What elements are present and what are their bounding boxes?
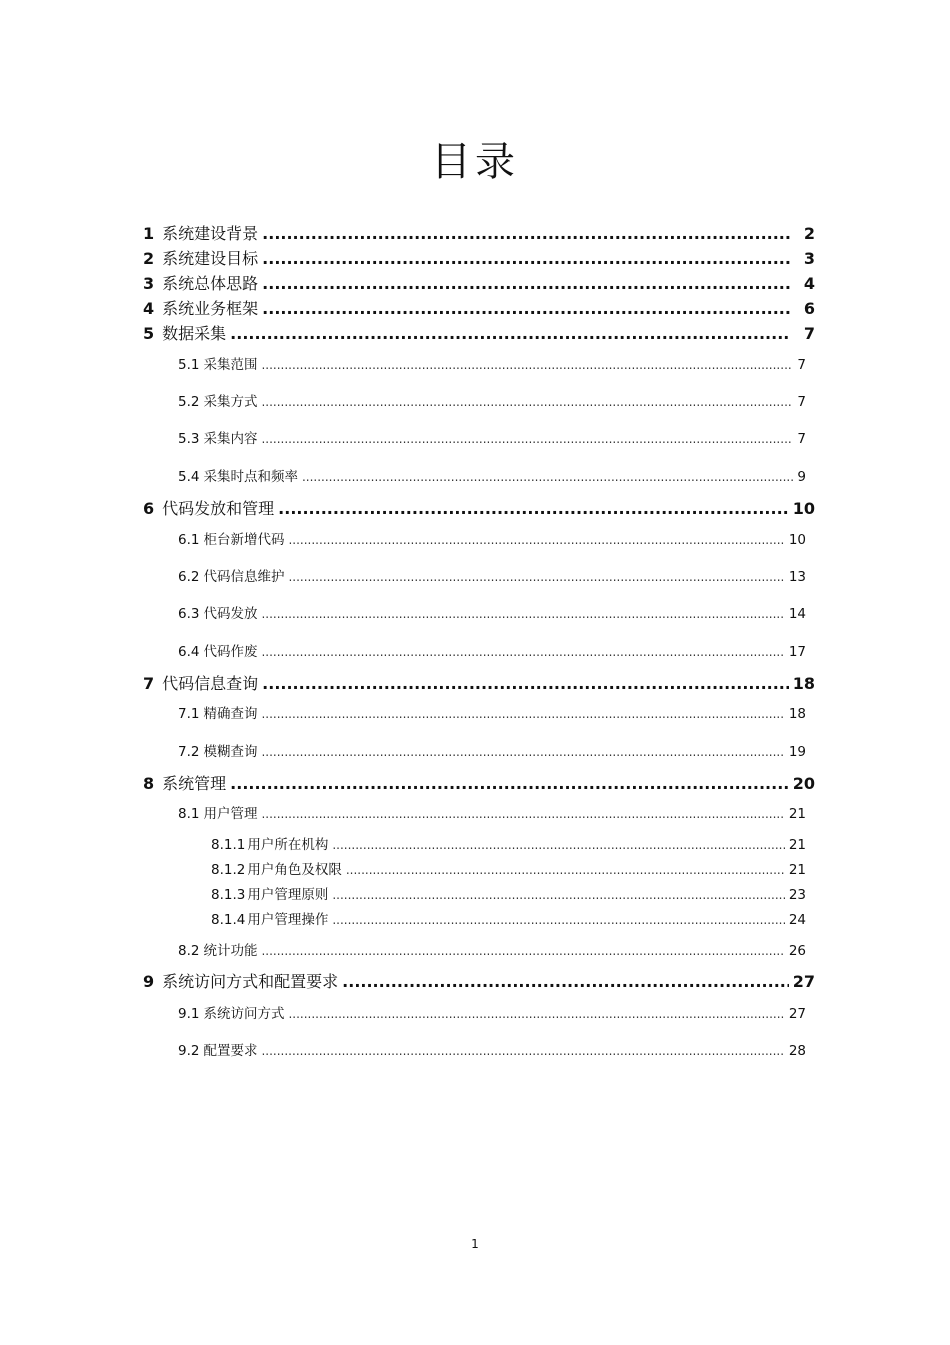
toc-page: 7 — [797, 431, 806, 447]
toc-label: 系统访问方式 — [203, 1006, 285, 1022]
toc-leader-dots — [261, 807, 784, 821]
toc-label: 系统业务框架 — [162, 299, 259, 318]
toc-page: 18 — [788, 706, 806, 722]
toc-leader-dots — [262, 674, 789, 693]
toc-leader-dots — [346, 863, 785, 877]
toc-label: 代码发放和管理 — [162, 499, 275, 518]
toc-page: 10 — [792, 499, 815, 518]
toc-number: 8.1 — [178, 806, 200, 822]
toc-entry-4[interactable] — [143, 296, 815, 319]
toc-label: 模糊查询 — [203, 744, 258, 760]
toc-label: 用户角色及权限 — [247, 862, 342, 878]
toc-entry-9[interactable] — [143, 969, 815, 992]
toc-page: 27 — [792, 972, 815, 991]
toc-page: 13 — [788, 569, 806, 585]
toc-entry-5-3[interactable] — [178, 427, 806, 447]
toc-page: 7 — [797, 357, 806, 373]
toc-entry-6-2[interactable] — [178, 565, 806, 585]
toc-entry-8-1-4[interactable] — [211, 908, 806, 928]
toc-label: 采集方式 — [203, 394, 258, 410]
toc-number: 8.1.2 — [211, 862, 246, 878]
toc-entry-9-2[interactable] — [178, 1039, 806, 1059]
toc-leader-dots — [332, 888, 784, 902]
toc-page: 20 — [792, 774, 815, 793]
toc-label: 采集时点和频率 — [203, 469, 298, 485]
toc-page: 24 — [788, 912, 806, 928]
toc-number: 6.3 — [178, 606, 200, 622]
toc-page: 27 — [788, 1006, 806, 1022]
toc-entry-5-2[interactable] — [178, 390, 806, 410]
toc-leader-dots — [288, 570, 784, 584]
toc-entry-5[interactable] — [143, 321, 815, 344]
toc-number: 6 — [143, 499, 155, 518]
toc-page: 17 — [788, 644, 806, 660]
toc-label: 系统访问方式和配置要求 — [162, 972, 339, 991]
toc-label: 系统总体思路 — [162, 274, 259, 293]
toc-leader-dots — [261, 432, 793, 446]
toc-leader-dots — [262, 249, 791, 268]
toc-number: 5.4 — [178, 469, 200, 485]
toc-leader-dots — [288, 1007, 784, 1021]
toc-entry-8-1-3[interactable] — [211, 883, 806, 903]
toc-number: 6.2 — [178, 569, 200, 585]
toc-page: 9 — [797, 469, 806, 485]
toc-leader-dots — [278, 499, 789, 518]
toc-leader-dots — [288, 533, 784, 547]
toc-number: 9 — [143, 972, 155, 991]
toc-number: 2 — [143, 249, 155, 268]
toc-number: 5.3 — [178, 431, 200, 447]
page-title: 目录 — [431, 139, 519, 185]
toc-number: 5.2 — [178, 394, 200, 410]
toc-label: 精确查询 — [203, 706, 258, 722]
toc-label: 代码信息查询 — [162, 674, 259, 693]
toc-page: 21 — [788, 806, 806, 822]
toc-label: 配置要求 — [203, 1043, 258, 1059]
toc-entry-3[interactable] — [143, 271, 815, 294]
toc-page: 4 — [803, 274, 815, 293]
toc-entry-8-1[interactable] — [178, 802, 806, 822]
toc-leader-dots — [342, 972, 789, 991]
toc-leader-dots — [261, 645, 784, 659]
toc-label: 统计功能 — [203, 943, 258, 959]
toc-page: 21 — [788, 837, 806, 853]
toc-leader-dots — [261, 607, 784, 621]
toc-entry-8[interactable] — [143, 771, 815, 794]
toc-entry-7-1[interactable] — [178, 702, 806, 722]
toc-leader-dots — [302, 470, 793, 484]
toc-label: 代码发放 — [203, 606, 258, 622]
toc-page: 6 — [803, 299, 815, 318]
toc-number: 7 — [143, 674, 155, 693]
toc-entry-6-3[interactable] — [178, 602, 806, 622]
toc-number: 8.2 — [178, 943, 200, 959]
toc-page: 3 — [803, 249, 815, 268]
toc-label: 数据采集 — [162, 324, 227, 343]
toc-label: 柜台新增代码 — [203, 532, 285, 548]
toc-page: 14 — [788, 606, 806, 622]
toc-label: 系统建设背景 — [162, 224, 259, 243]
toc-leader-dots — [261, 944, 784, 958]
toc-entry-9-1[interactable] — [178, 1002, 806, 1022]
toc-page: 10 — [788, 532, 806, 548]
toc-leader-dots — [332, 838, 784, 852]
toc-label: 用户管理原则 — [247, 887, 329, 903]
toc-leader-dots — [261, 707, 784, 721]
toc-number: 3 — [143, 274, 155, 293]
toc-leader-dots — [262, 299, 791, 318]
toc-entry-7[interactable] — [143, 671, 815, 694]
toc-leader-dots — [332, 913, 784, 927]
toc-entry-5-1[interactable] — [178, 353, 806, 373]
toc-number: 4 — [143, 299, 155, 318]
toc-number: 9.2 — [178, 1043, 200, 1059]
toc-number: 8 — [143, 774, 155, 793]
toc-page: 26 — [788, 943, 806, 959]
toc-page: 19 — [788, 744, 806, 760]
toc-leader-dots — [230, 324, 791, 343]
toc-number: 8.1.1 — [211, 837, 246, 853]
toc-leader-dots — [230, 774, 789, 793]
toc-leader-dots — [261, 358, 793, 372]
toc-number: 9.1 — [178, 1006, 200, 1022]
toc-number: 6.1 — [178, 532, 200, 548]
toc-label: 用户管理操作 — [247, 912, 329, 928]
toc-page: 2 — [803, 224, 815, 243]
toc-entry-6-1[interactable] — [178, 528, 806, 548]
toc-number: 8.1.3 — [211, 887, 246, 903]
toc-label: 系统建设目标 — [162, 249, 259, 268]
toc-page: 7 — [803, 324, 815, 343]
toc-leader-dots — [261, 745, 784, 759]
toc-leader-dots — [262, 274, 791, 293]
toc-label: 用户所在机构 — [247, 837, 329, 853]
toc-leader-dots — [261, 395, 793, 409]
toc-page: 28 — [788, 1043, 806, 1059]
toc-number: 8.1.4 — [211, 912, 246, 928]
toc-number: 5 — [143, 324, 155, 343]
toc-entry-6[interactable] — [143, 496, 815, 519]
toc-leader-dots — [262, 224, 791, 243]
toc-entry-1[interactable] — [143, 221, 815, 244]
toc-page: 23 — [788, 887, 806, 903]
toc-number: 7.1 — [178, 706, 200, 722]
toc-entry-8-1-2[interactable] — [211, 858, 806, 878]
toc-entry-7-2[interactable] — [178, 740, 806, 760]
toc-leader-dots — [261, 1044, 784, 1058]
toc-page: 7 — [797, 394, 806, 410]
toc-entry-6-4[interactable] — [178, 640, 806, 660]
toc-label: 采集范围 — [203, 357, 258, 373]
toc-label: 代码作废 — [203, 644, 258, 660]
toc-number: 7.2 — [178, 744, 200, 760]
toc-number: 1 — [143, 224, 155, 243]
toc-entry-5-4[interactable] — [178, 465, 806, 485]
toc-label: 代码信息维护 — [203, 569, 285, 585]
toc-label: 用户管理 — [203, 806, 258, 822]
toc-entry-2[interactable] — [143, 246, 815, 269]
toc-number: 6.4 — [178, 644, 200, 660]
toc-label: 采集内容 — [203, 431, 258, 447]
toc-entry-8-1-1[interactable] — [211, 833, 806, 853]
toc-page: 18 — [792, 674, 815, 693]
toc-page: 21 — [788, 862, 806, 878]
toc-entry-8-2[interactable] — [178, 939, 806, 959]
toc-label: 系统管理 — [162, 774, 227, 793]
page-number: 1 — [471, 1237, 479, 1251]
toc-number: 5.1 — [178, 357, 200, 373]
